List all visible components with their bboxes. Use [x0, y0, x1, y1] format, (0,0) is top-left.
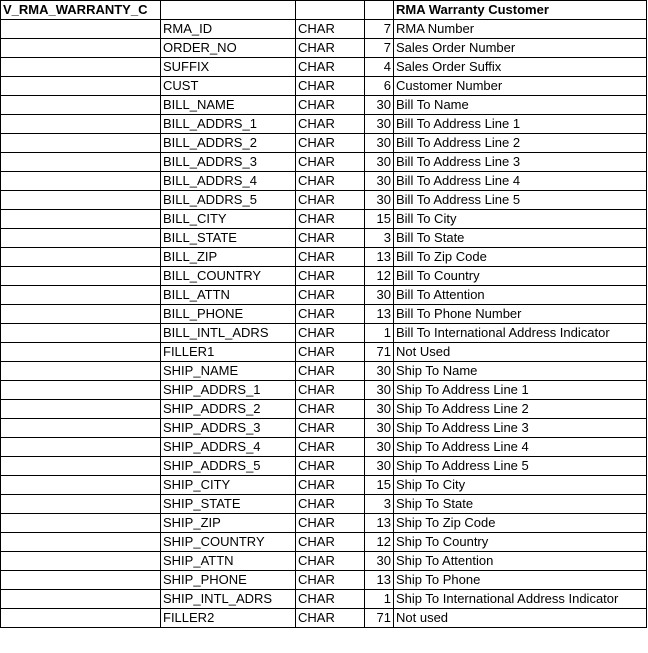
- description-cell[interactable]: Bill To Address Line 5: [394, 191, 647, 210]
- field-name-cell[interactable]: SHIP_ADDRS_2: [161, 400, 296, 419]
- data-type-cell[interactable]: CHAR: [296, 495, 365, 514]
- view-column-cell[interactable]: [1, 115, 161, 134]
- field-name-cell[interactable]: SHIP_NAME: [161, 362, 296, 381]
- length-cell[interactable]: 3: [365, 495, 394, 514]
- header-length-cell[interactable]: [365, 1, 394, 20]
- table-row: [1, 552, 647, 571]
- length-cell[interactable]: 30: [365, 438, 394, 457]
- description-cell[interactable]: Ship To Zip Code: [394, 514, 647, 533]
- data-type-cell[interactable]: CHAR: [296, 267, 365, 286]
- length-cell[interactable]: 4: [365, 58, 394, 77]
- description-cell[interactable]: Ship To Name: [394, 362, 647, 381]
- view-column-cell[interactable]: [1, 343, 161, 362]
- data-type-cell[interactable]: CHAR: [296, 172, 365, 191]
- data-type-cell[interactable]: CHAR: [296, 457, 365, 476]
- length-cell[interactable]: 15: [365, 476, 394, 495]
- description-cell[interactable]: Ship To Country: [394, 533, 647, 552]
- view-column-cell[interactable]: [1, 267, 161, 286]
- header-row: [1, 1, 647, 20]
- view-column-cell[interactable]: [1, 77, 161, 96]
- length-cell[interactable]: 30: [365, 381, 394, 400]
- field-name-cell[interactable]: SHIP_ZIP: [161, 514, 296, 533]
- data-type-cell[interactable]: CHAR: [296, 248, 365, 267]
- table-row: [1, 77, 647, 96]
- table-row: [1, 590, 647, 609]
- description-cell[interactable]: Sales Order Number: [394, 39, 647, 58]
- view-name-cell[interactable]: V_RMA_WARRANTY_C: [1, 1, 161, 20]
- view-column-cell[interactable]: [1, 286, 161, 305]
- view-column-cell[interactable]: [1, 533, 161, 552]
- data-type-cell[interactable]: CHAR: [296, 286, 365, 305]
- field-name-cell[interactable]: BILL_ZIP: [161, 248, 296, 267]
- table-row: [1, 343, 647, 362]
- view-column-cell[interactable]: [1, 438, 161, 457]
- data-type-cell[interactable]: CHAR: [296, 552, 365, 571]
- table-row: [1, 267, 647, 286]
- table-row: [1, 96, 647, 115]
- length-cell[interactable]: 7: [365, 20, 394, 39]
- data-type-cell[interactable]: CHAR: [296, 400, 365, 419]
- table-row: [1, 381, 647, 400]
- table-row: [1, 609, 647, 628]
- table-body: [1, 1, 647, 628]
- length-cell[interactable]: 12: [365, 533, 394, 552]
- length-cell[interactable]: 7: [365, 39, 394, 58]
- view-description-cell[interactable]: RMA Warranty Customer: [394, 1, 647, 20]
- description-cell[interactable]: Ship To City: [394, 476, 647, 495]
- field-name-cell[interactable]: BILL_PHONE: [161, 305, 296, 324]
- data-type-cell[interactable]: CHAR: [296, 305, 365, 324]
- data-type-cell[interactable]: CHAR: [296, 324, 365, 343]
- view-column-cell[interactable]: [1, 419, 161, 438]
- description-cell[interactable]: Customer Number: [394, 77, 647, 96]
- field-name-cell[interactable]: SHIP_CITY: [161, 476, 296, 495]
- description-cell[interactable]: Ship To Address Line 2: [394, 400, 647, 419]
- table-row: [1, 191, 647, 210]
- length-cell[interactable]: 30: [365, 400, 394, 419]
- length-cell[interactable]: 30: [365, 191, 394, 210]
- field-name-cell[interactable]: SHIP_STATE: [161, 495, 296, 514]
- view-column-cell[interactable]: [1, 96, 161, 115]
- description-cell[interactable]: Bill To Zip Code: [394, 248, 647, 267]
- table-row: [1, 419, 647, 438]
- table-row: [1, 324, 647, 343]
- view-column-cell[interactable]: [1, 305, 161, 324]
- view-column-cell[interactable]: [1, 571, 161, 590]
- table-row: [1, 457, 647, 476]
- length-cell[interactable]: 30: [365, 96, 394, 115]
- field-name-cell[interactable]: BILL_ATTN: [161, 286, 296, 305]
- data-type-cell[interactable]: CHAR: [296, 343, 365, 362]
- description-cell[interactable]: Ship To State: [394, 495, 647, 514]
- view-column-cell[interactable]: [1, 210, 161, 229]
- data-type-cell[interactable]: CHAR: [296, 96, 365, 115]
- view-column-cell[interactable]: [1, 191, 161, 210]
- view-column-cell[interactable]: [1, 514, 161, 533]
- view-column-cell[interactable]: [1, 476, 161, 495]
- view-column-cell[interactable]: [1, 20, 161, 39]
- length-cell[interactable]: 15: [365, 210, 394, 229]
- data-type-cell[interactable]: CHAR: [296, 210, 365, 229]
- view-column-cell[interactable]: [1, 39, 161, 58]
- table-row: [1, 438, 647, 457]
- length-cell[interactable]: 13: [365, 514, 394, 533]
- data-type-cell[interactable]: CHAR: [296, 229, 365, 248]
- length-cell[interactable]: 1: [365, 590, 394, 609]
- data-type-cell[interactable]: CHAR: [296, 419, 365, 438]
- data-type-cell[interactable]: CHAR: [296, 134, 365, 153]
- table-row: [1, 476, 647, 495]
- length-cell[interactable]: 30: [365, 457, 394, 476]
- description-cell[interactable]: Bill To International Address Indicator: [394, 324, 647, 343]
- description-cell[interactable]: Bill To Address Line 4: [394, 172, 647, 191]
- view-column-cell[interactable]: [1, 552, 161, 571]
- description-cell[interactable]: Ship To Address Line 3: [394, 419, 647, 438]
- field-name-cell[interactable]: SHIP_ADDRS_5: [161, 457, 296, 476]
- view-column-cell[interactable]: [1, 609, 161, 628]
- table-row: [1, 229, 647, 248]
- field-name-cell[interactable]: ORDER_NO: [161, 39, 296, 58]
- description-cell[interactable]: Bill To Address Line 2: [394, 134, 647, 153]
- data-type-cell[interactable]: CHAR: [296, 58, 365, 77]
- field-name-cell[interactable]: SHIP_ADDRS_1: [161, 381, 296, 400]
- view-column-cell[interactable]: [1, 58, 161, 77]
- table-row: [1, 172, 647, 191]
- data-type-cell[interactable]: CHAR: [296, 514, 365, 533]
- field-name-cell[interactable]: BILL_ADDRS_3: [161, 153, 296, 172]
- length-cell[interactable]: 3: [365, 229, 394, 248]
- length-cell[interactable]: 13: [365, 248, 394, 267]
- length-cell[interactable]: 13: [365, 305, 394, 324]
- length-cell[interactable]: 30: [365, 362, 394, 381]
- view-column-cell[interactable]: [1, 153, 161, 172]
- view-column-cell[interactable]: [1, 495, 161, 514]
- table-row: [1, 571, 647, 590]
- data-type-cell[interactable]: CHAR: [296, 609, 365, 628]
- description-cell[interactable]: Bill To Address Line 1: [394, 115, 647, 134]
- description-cell[interactable]: Bill To Country: [394, 267, 647, 286]
- header-type-cell[interactable]: [296, 1, 365, 20]
- field-name-cell[interactable]: BILL_COUNTRY: [161, 267, 296, 286]
- field-name-cell[interactable]: BILL_NAME: [161, 96, 296, 115]
- field-name-cell[interactable]: SHIP_INTL_ADRS: [161, 590, 296, 609]
- description-cell[interactable]: Bill To State: [394, 229, 647, 248]
- length-cell[interactable]: 12: [365, 267, 394, 286]
- table-row: [1, 362, 647, 381]
- length-cell[interactable]: 30: [365, 419, 394, 438]
- description-cell[interactable]: RMA Number: [394, 20, 647, 39]
- length-cell[interactable]: 1: [365, 324, 394, 343]
- field-name-cell[interactable]: SHIP_ADDRS_3: [161, 419, 296, 438]
- length-cell[interactable]: 30: [365, 172, 394, 191]
- view-column-cell[interactable]: [1, 248, 161, 267]
- length-cell[interactable]: 6: [365, 77, 394, 96]
- table-row: [1, 39, 647, 58]
- field-name-cell[interactable]: SUFFIX: [161, 58, 296, 77]
- data-type-cell[interactable]: CHAR: [296, 476, 365, 495]
- description-cell[interactable]: Not Used: [394, 343, 647, 362]
- table-row: [1, 305, 647, 324]
- field-name-cell[interactable]: SHIP_ATTN: [161, 552, 296, 571]
- table-row: [1, 153, 647, 172]
- description-cell[interactable]: Ship To Address Line 5: [394, 457, 647, 476]
- table-row: [1, 514, 647, 533]
- description-cell[interactable]: Ship To Phone: [394, 571, 647, 590]
- view-column-cell[interactable]: [1, 172, 161, 191]
- description-cell[interactable]: Bill To Address Line 3: [394, 153, 647, 172]
- table-row: [1, 134, 647, 153]
- description-cell[interactable]: Ship To Address Line 4: [394, 438, 647, 457]
- data-type-cell[interactable]: CHAR: [296, 438, 365, 457]
- data-type-cell[interactable]: CHAR: [296, 153, 365, 172]
- data-type-cell[interactable]: CHAR: [296, 533, 365, 552]
- data-type-cell[interactable]: CHAR: [296, 20, 365, 39]
- length-cell[interactable]: 71: [365, 609, 394, 628]
- view-column-cell[interactable]: [1, 381, 161, 400]
- length-cell[interactable]: 30: [365, 115, 394, 134]
- table-row: [1, 533, 647, 552]
- table-row: [1, 210, 647, 229]
- description-cell[interactable]: Ship To International Address Indicator: [394, 590, 647, 609]
- data-type-cell[interactable]: CHAR: [296, 362, 365, 381]
- table-row: [1, 115, 647, 134]
- description-cell[interactable]: Ship To Attention: [394, 552, 647, 571]
- length-cell[interactable]: 71: [365, 343, 394, 362]
- length-cell[interactable]: 30: [365, 134, 394, 153]
- field-name-cell[interactable]: BILL_ADDRS_5: [161, 191, 296, 210]
- length-cell[interactable]: 13: [365, 571, 394, 590]
- view-column-cell[interactable]: [1, 362, 161, 381]
- view-column-cell[interactable]: [1, 457, 161, 476]
- table-row: [1, 495, 647, 514]
- description-cell[interactable]: Bill To Attention: [394, 286, 647, 305]
- field-name-cell[interactable]: BILL_ADDRS_4: [161, 172, 296, 191]
- description-cell[interactable]: Ship To Address Line 1: [394, 381, 647, 400]
- table-row: [1, 20, 647, 39]
- data-type-cell[interactable]: CHAR: [296, 590, 365, 609]
- data-type-cell[interactable]: CHAR: [296, 39, 365, 58]
- table-row: [1, 248, 647, 267]
- length-cell[interactable]: 30: [365, 153, 394, 172]
- description-cell[interactable]: Bill To City: [394, 210, 647, 229]
- view-column-cell[interactable]: [1, 324, 161, 343]
- description-cell[interactable]: Sales Order Suffix: [394, 58, 647, 77]
- description-cell[interactable]: Not used: [394, 609, 647, 628]
- field-name-cell[interactable]: BILL_ADDRS_1: [161, 115, 296, 134]
- field-name-cell[interactable]: SHIP_COUNTRY: [161, 533, 296, 552]
- length-cell[interactable]: 30: [365, 552, 394, 571]
- view-column-cell[interactable]: [1, 590, 161, 609]
- view-column-cell[interactable]: [1, 229, 161, 248]
- field-name-cell[interactable]: BILL_CITY: [161, 210, 296, 229]
- data-type-cell[interactable]: CHAR: [296, 115, 365, 134]
- table-row: [1, 58, 647, 77]
- field-name-cell[interactable]: CUST: [161, 77, 296, 96]
- field-name-cell[interactable]: RMA_ID: [161, 20, 296, 39]
- field-name-cell[interactable]: FILLER2: [161, 609, 296, 628]
- field-name-cell[interactable]: BILL_STATE: [161, 229, 296, 248]
- view-column-cell[interactable]: [1, 400, 161, 419]
- header-field-cell[interactable]: [161, 1, 296, 20]
- data-type-cell[interactable]: CHAR: [296, 191, 365, 210]
- length-cell[interactable]: 30: [365, 286, 394, 305]
- field-name-cell[interactable]: BILL_INTL_ADRS: [161, 324, 296, 343]
- data-type-cell[interactable]: CHAR: [296, 381, 365, 400]
- data-type-cell[interactable]: CHAR: [296, 571, 365, 590]
- table-row: [1, 400, 647, 419]
- field-name-cell[interactable]: FILLER1: [161, 343, 296, 362]
- field-name-cell[interactable]: SHIP_ADDRS_4: [161, 438, 296, 457]
- description-cell[interactable]: Bill To Name: [394, 96, 647, 115]
- field-name-cell[interactable]: BILL_ADDRS_2: [161, 134, 296, 153]
- description-cell[interactable]: Bill To Phone Number: [394, 305, 647, 324]
- table-row: [1, 286, 647, 305]
- view-column-cell[interactable]: [1, 134, 161, 153]
- field-name-cell[interactable]: SHIP_PHONE: [161, 571, 296, 590]
- data-type-cell[interactable]: CHAR: [296, 77, 365, 96]
